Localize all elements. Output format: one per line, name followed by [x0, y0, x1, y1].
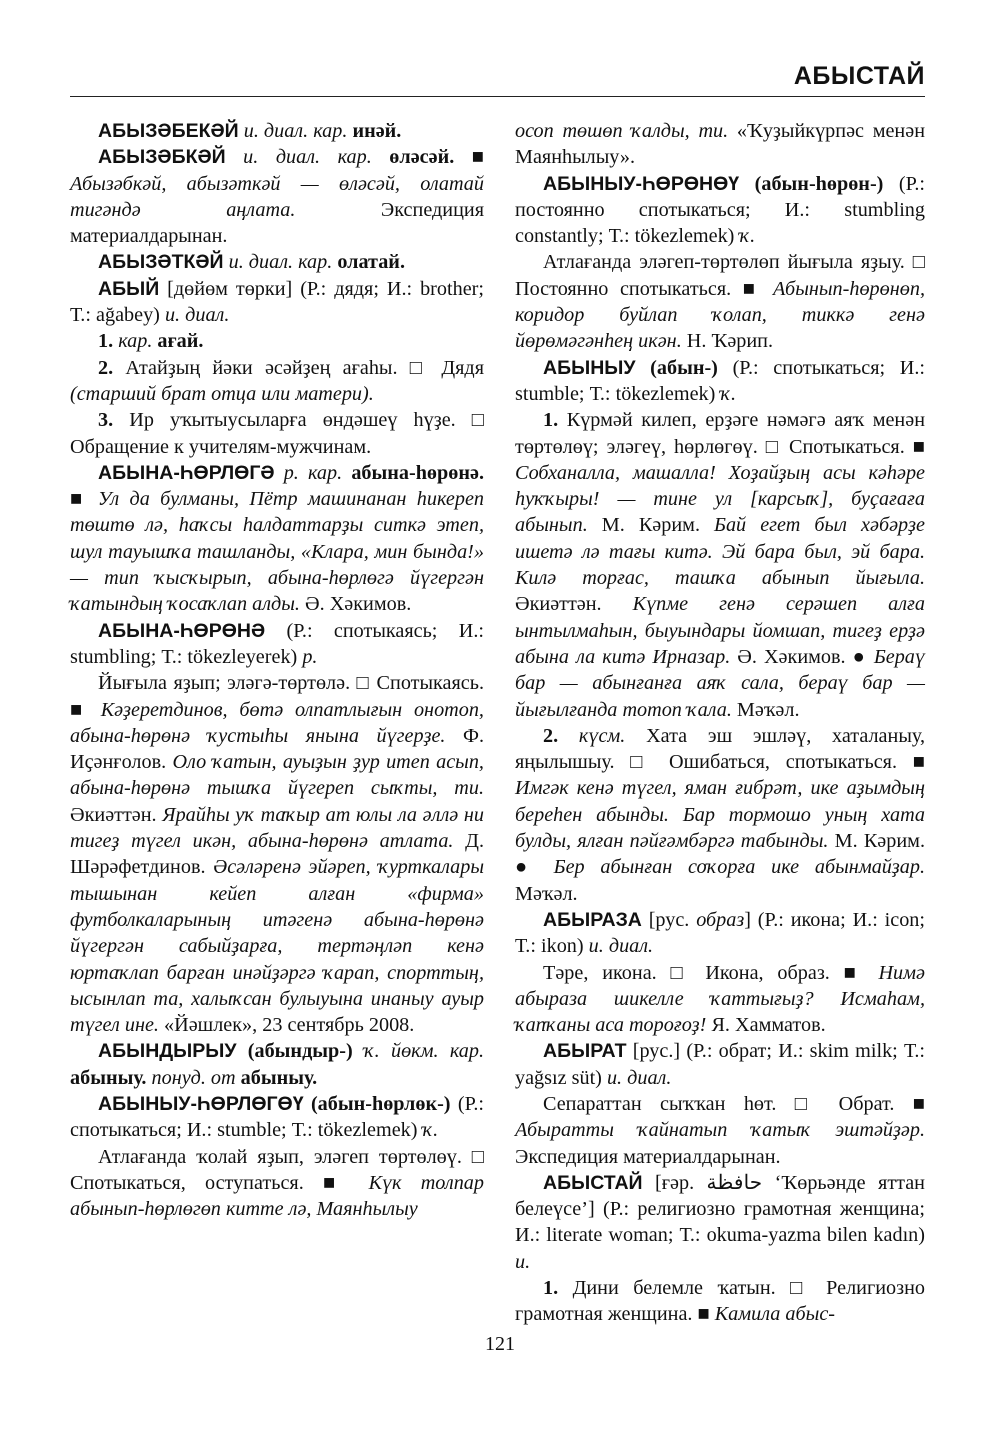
- headword: АБЫРАЗА: [543, 908, 642, 931]
- right-column: [515, 118, 925, 1328]
- bold-text: 2.: [543, 724, 559, 747]
- italic-text: Бер абынған соҡорға ике абынмайҙар.: [553, 856, 925, 879]
- dictionary-paragraph: [515, 171, 925, 250]
- body-text: Әкиәттән.: [70, 803, 163, 826]
- headword: АБЫНЫУ-ҺӨРӨНӨҮ: [543, 172, 740, 195]
- body-text: Хата эш эшләү, хаталаныу, яңылышыу. □ Ошибаться, спотыкаться. ■: [515, 724, 925, 774]
- italic-text: Ул да булманы, Пётр машинанан һикереп төштө лә, һаҡсы һалдаттарҙы ситкә этеп, шул тауышҡа ташланды, «Клара, мин бында!» — тип ҡысҡырып, абына-һөрлөгә йүгергән ҡатындың ҡосаҡлап алды.: [70, 488, 484, 616]
- dictionary-paragraph: [70, 1038, 484, 1091]
- italic-text: ҡ. йөкм. кар.: [364, 1040, 484, 1063]
- body-text: Тәре, икона. □ Икона, образ. ■: [543, 961, 879, 984]
- dictionary-paragraph: [70, 118, 484, 144]
- body-text: Сепараттан сыҡҡан һөт. □ Обрат. ■: [543, 1092, 925, 1115]
- body-text: ] (Р.: икона; И.: icon; Т.: ikon): [515, 908, 925, 958]
- italic-text: Бераү бар — абынғанға аяҡ сала, бераү бар — йығылғанда тотоп ҡала.: [515, 645, 925, 721]
- italic-text: образ: [696, 908, 745, 931]
- dictionary-paragraph: [515, 249, 925, 354]
- body-text: Атлағанда эләгеп-төртөлөп йығыла яҙыу. □ Постоянно спотыкаться. ■: [515, 251, 925, 300]
- headword: АБЫСТАЙ: [543, 1171, 643, 1194]
- body-text: [636, 357, 651, 379]
- italic-text: р.: [302, 645, 318, 668]
- headword: АБЫЙ: [98, 277, 160, 300]
- italic-text: (старший брат отца или матери).: [70, 382, 374, 405]
- body-text: Атайҙың йәки әсәйҙең ағаһы. □ Дядя: [113, 356, 484, 379]
- italic-text: кар.: [118, 330, 153, 353]
- body-text: Экспедиция материалдарынан.: [515, 1145, 781, 1168]
- page-number: 121: [485, 1333, 515, 1355]
- body-text: [304, 1093, 311, 1115]
- left-column: [70, 118, 484, 1222]
- italic-text: күсм.: [578, 724, 626, 747]
- body-text: Мәҡәл.: [515, 882, 578, 905]
- italic-text: Камила абыс-: [714, 1303, 836, 1326]
- body-text: Н. Ҡәрип.: [681, 330, 774, 353]
- header-rule: [70, 96, 925, 97]
- italic-text: Күк толпар абынып-һөрлөгөп китте лә, Маянһылыу: [70, 1171, 484, 1221]
- body-text: (Р.: спотыкаться; И.: stumble; Т.: tökezlemek): [70, 1092, 484, 1142]
- body-text: Я. Хамматов.: [706, 1014, 826, 1037]
- italic-text: ҡ.: [422, 1119, 439, 1142]
- body-text: (Р.: спотыкаться; И.: stumble; Т.: tökezlemek): [515, 356, 925, 405]
- body-text: ■: [454, 146, 484, 169]
- body-text: [рус.: [641, 908, 697, 931]
- body-text: [353, 1040, 364, 1062]
- body-text: М. Кәрим.: [587, 514, 715, 537]
- dictionary-paragraph: [70, 460, 484, 618]
- bold-text: (абын-һөрлөк-): [310, 1092, 451, 1115]
- body-text: [342, 462, 351, 484]
- bold-text: 1.: [543, 409, 559, 432]
- body-text: Күрмәй килеп, ерҙәге нәмәгә аяҡ менән төртөлөү; эләгеү, һөрлөгөү. □ Спотыкаться. ■: [515, 409, 925, 458]
- body-text: Әкиәттән.: [515, 593, 633, 616]
- italic-text: ҡ.: [739, 225, 756, 248]
- body-text: Экспедиция материалдарынан.: [70, 198, 484, 248]
- dictionary-paragraph: [70, 355, 484, 408]
- italic-text: Имгәк кенә түгел, яман ғибрәт, ике аҙымдың береһен абынды. Бар тормошо уның хата булды, ялған пәйғәмбәргә табынды.: [515, 777, 925, 853]
- bold-text: инәй.: [352, 120, 402, 142]
- dictionary-paragraph: [515, 723, 925, 907]
- dictionary-paragraph: [70, 328, 484, 354]
- body-text: Д. Шәрәфетдинов.: [70, 830, 484, 879]
- running-head-title: АБЫСТАЙ: [793, 62, 925, 90]
- dictionary-paragraph: [70, 1091, 484, 1144]
- bold-text: олатай.: [337, 251, 405, 274]
- italic-text: Собханалла, машалла! Хоҙайҙың асы кәһәре һуҡҡыры! — тине ул [карсыҡ], буҫағаға абынып.: [515, 461, 925, 537]
- italic-text: Күпме генә серәшеп алға ынтылмаһын, быуындары йомшап, тигеҙ ерҙә абына ла китә Ирназар.: [515, 593, 925, 668]
- headword: АБЫНА-ҺӨРӨНӘ: [98, 619, 266, 642]
- dictionary-paragraph: [515, 1091, 925, 1170]
- body-text: [ғәр. حافظة ‘Ҡөрьәнде яттан белеүсе’] (Р.: религиозно грамотная женщина; И.: literate woman; Т.: okuma-yazma bilen kadın): [515, 1171, 925, 1247]
- headword: АБЫЗӘБЕКӘЙ: [98, 120, 239, 142]
- body-text: [739, 173, 755, 195]
- italic-text: понуд. от: [151, 1066, 236, 1089]
- bold-text: (абын-һөрөн-): [754, 172, 884, 195]
- headword: АБЫНЫУ-ҺӨРЛӨГӨҮ: [98, 1092, 304, 1115]
- bold-text: (абындыр-): [247, 1040, 353, 1063]
- dictionary-paragraph: [515, 407, 925, 723]
- headword: АБЫЗӘБКӘЙ: [98, 146, 226, 169]
- body-text: [226, 146, 244, 168]
- bold-text: өләсәй.: [389, 146, 455, 169]
- italic-text: ҡ.: [720, 382, 737, 405]
- dictionary-paragraph: [515, 1038, 925, 1091]
- body-text: «Йәшлек», 23 сентябрь 2008.: [158, 1014, 415, 1037]
- italic-text: Абызәбкәй, абызәткәй — өләсәй, олатай тигәндә аңлата.: [70, 172, 484, 221]
- body-text: ■: [70, 488, 98, 511]
- bold-text: абыныу.: [70, 1066, 147, 1089]
- italic-text: Абыратты ҡайнатып ҡатыҡ эштәйҙәр.: [515, 1119, 925, 1142]
- dictionary-paragraph: [515, 1275, 925, 1328]
- italic-text: и.: [515, 1250, 531, 1273]
- body-text: (Р.: постоянно спотыкаться; И.: stumbling constantly; Т.: tökezlemek): [515, 172, 925, 248]
- headword: АБЫНДЫРЫУ: [98, 1040, 237, 1063]
- bold-text: 3.: [98, 409, 114, 432]
- running-header: [70, 62, 925, 94]
- body-text: «Ҡуҙыйкүрпәс менән Маянһылыу».: [515, 120, 926, 169]
- italic-text: и. диал.: [164, 304, 230, 327]
- italic-text: Абынып-һөрөнөп, коридор буйлап ҡолап, тиккә генә йөрөмәгәнһең икән.: [515, 277, 925, 353]
- body-text: [рус.] (Р.: обрат; И.: skim milk; Т.: yağsız süt): [515, 1040, 925, 1089]
- bold-text: 2.: [98, 356, 114, 379]
- italic-text: осоп төшөп ҡалды, ти.: [515, 120, 729, 142]
- italic-text: и. диал. кар.: [243, 146, 372, 169]
- body-text: [372, 146, 390, 168]
- italic-text: Оло ҡатын, ауыҙын ҙур итеп асып, абына-һөрөнә тышҡа йүгереп сыҡты, ти.: [70, 751, 484, 800]
- italic-text: и. диал. кар.: [243, 120, 348, 142]
- dictionary-paragraph: [70, 249, 484, 275]
- dictionary-paragraph: [70, 1144, 484, 1223]
- headword: АБЫЗӘТКӘЙ: [98, 251, 224, 274]
- bold-text: абына-һөрөнә.: [351, 461, 484, 484]
- italic-text: Нимә абыраза шикелле ҡаттығыҙ? Исмаһам, ҡапҡаны аса тороғоҙ!: [515, 961, 925, 1037]
- dictionary-paragraph: [515, 355, 925, 408]
- dictionary-paragraph: [70, 276, 484, 329]
- body-text: [236, 1040, 247, 1062]
- body-text: [275, 462, 284, 484]
- bold-text: (абын-): [650, 356, 718, 379]
- body-text: Ф. Иҫәнғолов.: [70, 724, 484, 774]
- bold-text: 1.: [98, 330, 114, 353]
- body-text: (Р.: спотыкаясь; И.: stumbling; Т.: tökezleyerek): [70, 619, 484, 668]
- headword: АБЫРАТ: [543, 1040, 627, 1063]
- body-text: [558, 725, 579, 747]
- body-text: Мәҡәл.: [731, 698, 800, 721]
- body-text: Дини белемле ҡатын. □ Религиозно грамотная женщина. ■: [515, 1277, 925, 1326]
- body-text: М. Кәрим. ●: [515, 830, 925, 879]
- dictionary-paragraph: [70, 407, 484, 460]
- italic-text: Ярайһы уҡ таҡыр ат юлы ла әллә ни тигеҙ түгел икән, абына-һөрөнә атлата.: [70, 803, 485, 853]
- bold-text: ағай.: [157, 330, 204, 353]
- dictionary-paragraph: [70, 670, 484, 1038]
- italic-text: Әсәләренә эйәреп, ҡурткалары тышынан кейеп алған «фирма» футболкаларының итәгенә абына-һөрөнә йүгергән сабыйҙарға, тертәңләп кенә юртаҡлап барған инәйҙәргә ҡарап, спорттың, ысынлап та, халыҡсан булыуына инаныу ауыр түгел ине.: [70, 856, 485, 1037]
- dictionary-paragraph: [70, 618, 484, 671]
- italic-text: Кәҙеретдинов, бөтә олпатлығын онотоп, абына-һөрөнә ҡустыһы янына йүгерҙе.: [70, 698, 484, 747]
- body-text: Атлағанда ҡолай яҙып, эләгеп төртөлөү. □ Спотыкаться, оступаться. ■: [70, 1145, 484, 1194]
- italic-text: и. диал.: [588, 935, 654, 958]
- body-text: Ә. Хәкимов. ●: [730, 645, 874, 668]
- body-text: Ә. Хәкимов.: [299, 593, 412, 616]
- dictionary-paragraph: [515, 118, 925, 171]
- body-text: Ир уҡытыусыларға өндәшеү һүҙе. □ Обращение к учителям-мужчинам.: [70, 409, 484, 458]
- italic-text: Бай егет был хәбәрҙе ишетә лә тағы китә. Эй бара был, эй бара. Килә торғас, ташҡа абынып йығыла.: [515, 514, 925, 590]
- dictionary-paragraph: [515, 907, 925, 960]
- body-text: [дөйөм төрки] (Р.: дядя; И.: brother; Т.: ağabey): [70, 277, 484, 327]
- headword: АБЫНА-ҺӨРЛӨГӘ: [98, 461, 275, 484]
- italic-text: и. диал.: [606, 1066, 672, 1089]
- italic-text: и. диал. кар.: [228, 251, 333, 274]
- headword: АБЫНЫУ: [543, 356, 636, 379]
- bold-text: 1.: [543, 1277, 559, 1300]
- bold-text: абыныу.: [240, 1066, 318, 1089]
- dictionary-paragraph: [515, 960, 925, 1039]
- dictionary-paragraph: [515, 1170, 925, 1275]
- dictionary-paragraph: [70, 144, 484, 249]
- italic-text: р. кар.: [283, 461, 343, 484]
- body-text: Йығыла яҙып; эләгә-төртөлә. □ Спотыкаясь. ■: [70, 672, 484, 721]
